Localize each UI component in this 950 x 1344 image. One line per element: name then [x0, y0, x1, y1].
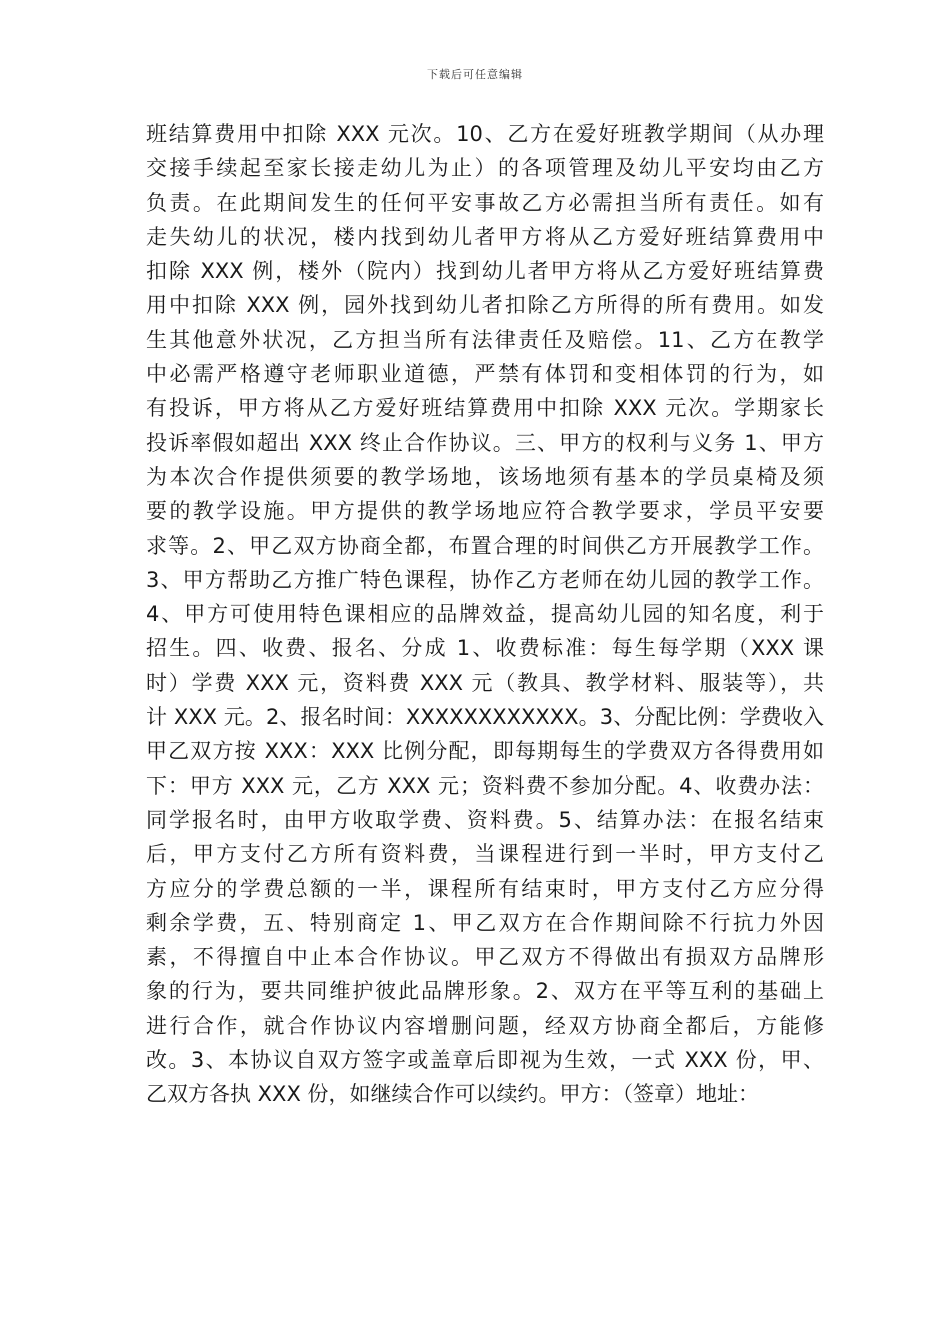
- body-line: 改。3、本协议自双方签字或盖章后即视为生效，一式 XXX 份，甲、: [146, 1048, 824, 1073]
- body-line: 交接手续起至家长接走幼儿为止）的各项管理及幼儿平安均由乙方: [146, 156, 824, 181]
- body-line: 班结算费用中扣除 XXX 元次。10、乙方在爱好班教学期间（从办理: [146, 122, 824, 146]
- body-line: 进行合作，就合作协议内容增删问题，经双方协商全都后，方能修: [146, 1013, 824, 1038]
- body-line: 计 XXX 元。2、报名时间：XXXXXXXXXXXX。3、分配比例：学费收入: [146, 705, 824, 730]
- body-line: 为本次合作提供须要的教学场地，该场地须有基本的学员桌椅及须: [146, 464, 824, 489]
- body-line: 象的行为，要共同维护彼此品牌形象。2、双方在平等互利的基础上: [146, 979, 824, 1004]
- body-line: 甲乙双方按 XXX：XXX 比例分配，即每期每生的学费双方各得费用如: [146, 739, 824, 764]
- body-line: 生其他意外状况，乙方担当所有法律责任及赔偿。11、乙方在教学: [146, 327, 824, 352]
- body-line: 有投诉，甲方将从乙方爱好班结算费用中扣除 XXX 元次。学期家长: [146, 396, 824, 421]
- body-line: 招生。四、收费、报名、分成 1、收费标准：每生每学期（XXX 课: [146, 636, 824, 661]
- body-line: 时）学费 XXX 元，资料费 XXX 元（教具、教学材料、服装等），共: [146, 670, 824, 695]
- body-line: 走失幼儿的状况，楼内找到幼儿者甲方将从乙方爱好班结算费用中: [146, 224, 824, 249]
- document-body: [146, 117, 824, 1112]
- body-line: 素，不得擅自中止本合作协议。甲乙双方不得做出有损双方品牌形: [146, 945, 824, 970]
- body-line: 中必需严格遵守老师职业道德，严禁有体罚和变相体罚的行为，如: [146, 362, 824, 387]
- body-line: 乙双方各执 XXX 份，如继续合作可以续约。甲方：（签章）地址：: [146, 1082, 760, 1107]
- body-line: 求等。2、甲乙双方协商全都，布置合理的时间供乙方开展教学工作。: [146, 533, 824, 558]
- body-line: 负责。在此期间发生的任何平安事故乙方必需担当所有责任。如有: [146, 190, 824, 215]
- body-line: 用中扣除 XXX 例，园外找到幼儿者扣除乙方所得的所有费用。如发: [146, 293, 824, 318]
- body-line: 剩余学费，五、特别商定 1、甲乙双方在合作期间除不行抗力外因: [146, 910, 824, 935]
- page-header: 下载后可任意编辑: [427, 68, 523, 81]
- body-line: 要的教学设施。甲方提供的教学场地应符合教学要求，学员平安要: [146, 499, 824, 524]
- body-line: 投诉率假如超出 XXX 终止合作协议。三、甲方的权利与义务 1、甲方: [146, 430, 824, 455]
- body-line: 扣除 XXX 例，楼外（院内）找到幼儿者甲方将从乙方爱好班结算费: [146, 259, 824, 284]
- body-line: 后，甲方支付乙方所有资料费，当课程进行到一半时，甲方支付乙: [146, 842, 824, 867]
- body-line: 同学报名时，由甲方收取学费、资料费。5、结算办法：在报名结束: [146, 807, 824, 832]
- body-line: 方应分的学费总额的一半，课程所有结束时，甲方支付乙方应分得: [146, 876, 824, 901]
- body-line: 下：甲方 XXX 元，乙方 XXX 元；资料费不参加分配。4、收费办法：: [146, 773, 824, 798]
- body-line: 4、甲方可使用特色课相应的品牌效益，提高幼儿园的知名度，利于: [146, 602, 824, 627]
- body-line: 3、甲方帮助乙方推广特色课程，协作乙方老师在幼儿园的教学工作。: [146, 567, 824, 592]
